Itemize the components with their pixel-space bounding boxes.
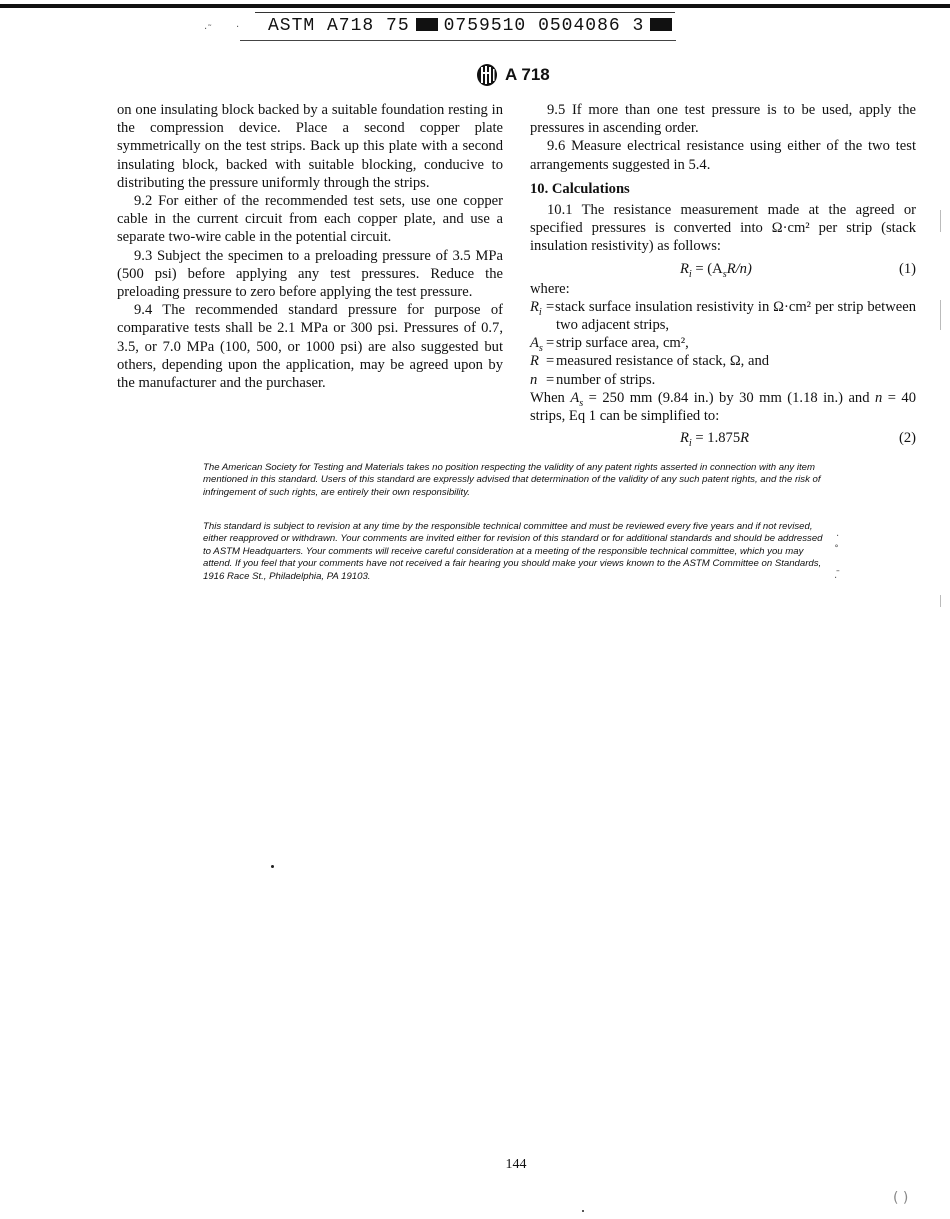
margin-mark [940,210,941,232]
equation-1-number: (1) [898,260,916,277]
simplification-text: When $A_s = 250$ mm (9.84 in.) by 30 mm (1.18 in.) and n = 40 strips, Eq 1 can be simplified to: [530,389,916,425]
document-designation [476,62,550,88]
definition-item: $R_i$ = stack surface insulation resistivity in Ω·cm² per strip between two adjacent strips, [530,298,916,334]
section-heading-calculations: 10. Calculations [530,180,630,197]
definition-list [530,298,916,389]
definition-item: R = measured resistance of stack, Ω, and [530,353,770,370]
margin-mark [940,595,941,607]
scan-code-1: 0759510 [443,16,527,36]
paragraph-9-6: 9.6 Measure electrical resistance using either of the two test arrangements suggested in 5.4. [530,138,916,173]
paragraph-9-3: 9.3 Subject the specimen to a preloading pressure of 3.5 MPa (500 psi) before applying any test pressures. Reduce the preloading pressure to zero before applying the test pressure. [117,247,503,301]
right-column [530,101,916,449]
margin-mark [940,300,941,330]
definition-item: $A_s$ = strip surface area, cm², [530,335,689,355]
scan-speck: . ̄ [834,570,841,581]
black-block-icon [416,18,438,31]
scan-code-3: 3 [632,16,645,36]
equation-1 [530,258,916,280]
patent-notice: The American Society for Testing and Materials takes no position respecting the validity of any patent rights asserted in connection with any item mentioned in this standard. Users of this standard are expressly advised that determination of the validity of any such patent rights, and the risk of infringement of such rights, are entirely their own responsibility. [203,461,821,498]
left-column [117,101,503,392]
scan-speck: ·˜ [204,24,213,35]
equation-2-number: (2) [898,430,916,447]
header-thin-rule [255,12,675,13]
scan-speck: ˚ [834,545,839,556]
header-underline [240,40,676,41]
page-number: 144 [505,1157,527,1172]
equation-2-expression: $R_i = 1.875R$ [680,430,750,450]
scan-speck [271,865,274,868]
definition-item: n = number of strips. [530,371,656,388]
scan-speck: . [836,528,840,539]
paragraph-9-5: 9.5 If more than one test pressure is to be used, apply the pressures in ascending order. [530,102,916,137]
scan-speck: · [236,22,240,33]
revision-notice: This standard is subject to revision at any time by the responsible technical committee and must be reviewed every five years and if not revised, either reapproved or withdrawn. Your comments are invited either for revision of this standard or for additional standards and should be addressed to ASTM Headquarters. Your comments will receive careful consideration at a meeting of the responsible technical committee, which you may attend. If you feel that your comments have not received a fair hearing you should make your views known to the ASTM Committee on Standards, 1916 Race St., Philadelphia, PA 19103. [203,520,823,582]
astm-logo-icon [476,63,498,87]
scan-code-2: 0504086 [538,16,621,36]
document-number: A 718 [505,65,550,84]
paragraph-10-1: 10.1 The resistance measurement made at the agreed or specified pressures is converted into Ω·cm² per strip (stack insulation resistivity) as follows: [530,202,916,255]
equation-2 [530,427,916,449]
scan-speck: ( ) [893,1190,909,1206]
scan-header [268,16,678,42]
paragraph-9-2: 9.2 For either of the recommended test sets, use one copper cable in the current circuit from each copper plate, and use a separate two-wire cable in the potential circuit. [117,193,503,246]
top-border-rule [0,4,950,8]
where-label: where: [530,280,570,297]
scan-speck [582,1210,584,1212]
paragraph-9-1-cont: on one insulating block backed by a suitable foundation resting in the compression device. Place a second copper plate symmetrically on the test strips. Back up this plate with a second insulating block, backed with suitable blocking, conducive to distributing the pressure uniformly through the strips. [117,102,503,191]
equation-1-expression: $R_i = (A_sR/n)$ [680,260,752,280]
scan-title: ASTM A718 75 [268,16,410,36]
black-block-icon [650,18,672,31]
paragraph-9-4: 9.4 The recommended standard pressure for purpose of comparative tests shall be 2.1 MPa or 300 psi. Pressures of 0.7, 3.5, or 7.0 MPa (100, 500, or 1000 psi) are also suggested but others, depending upon the application, may be agreed upon by the manufacturer and the purchaser. [117,302,503,392]
